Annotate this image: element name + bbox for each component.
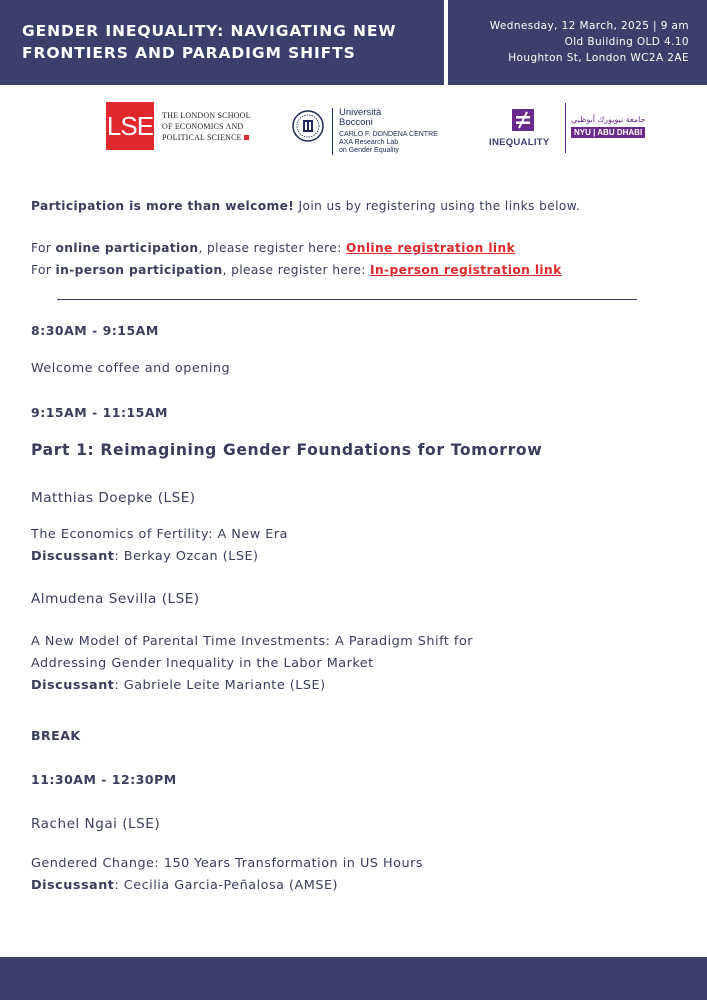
intro-text xyxy=(31,198,580,215)
intro-rest: Join us by registering using the links below. xyxy=(294,199,581,213)
header-info-panel xyxy=(448,0,707,85)
talk-1-title: The Economics of Fertility: A New Era xyxy=(31,527,288,542)
talk-1-discussant-line xyxy=(31,546,288,568)
section-divider xyxy=(57,299,637,300)
talk-3-title: Gendered Change: 150 Years Transformation in US Hours xyxy=(31,856,423,871)
event-room: Old Building OLD 4.10 xyxy=(564,36,689,48)
slot-1-text: Welcome coffee and opening xyxy=(31,361,231,376)
event-title-line-1: GENDER INEQUALITY: NAVIGATING NEW xyxy=(22,22,397,40)
online-mid: , please register here: xyxy=(198,241,346,255)
discussant-label: Discussant xyxy=(31,678,115,693)
lse-line-1: THE LONDON SCHOOL xyxy=(162,111,251,120)
talk-3-discussant: : Cecilia Garcia-Peñalosa (AMSE) xyxy=(114,878,339,893)
online-bold: online participation xyxy=(55,241,199,255)
bocconi-centre-2: AXA Research Lab xyxy=(339,139,399,146)
nyu-arabic-label: جامعة نيويورك أبوظبي xyxy=(571,115,646,124)
footer-bar xyxy=(0,957,707,1000)
bocconi-line-1: Università xyxy=(339,107,382,118)
talk-3-speaker: Rachel Ngai (LSE) xyxy=(31,816,161,832)
lse-logo-mark: LSE xyxy=(106,102,154,150)
event-details xyxy=(490,18,689,66)
talk-2-speaker: Almudena Sevilla (LSE) xyxy=(31,591,200,607)
logo-divider xyxy=(565,103,566,153)
talk-1-discussant: : Berkay Ozcan (LSE) xyxy=(114,549,259,564)
event-date-time: Wednesday, 12 March, 2025 | 9 am xyxy=(489,20,689,32)
inperson-mid: , please register here: xyxy=(222,263,371,277)
talk-2-title-line-1: A New Model of Parental Time Investments: A Paradigm Shift for xyxy=(31,634,474,649)
header-title-panel xyxy=(0,0,444,85)
partner-logos xyxy=(0,100,707,160)
talk-3-details xyxy=(31,853,423,897)
inperson-prefix: For xyxy=(31,263,56,277)
online-registration-line xyxy=(31,237,562,259)
bocconi-centre-3: on Gender Equality xyxy=(339,147,399,154)
talk-2-discussant-line xyxy=(31,675,473,697)
inperson-bold: in-person participation xyxy=(55,263,223,277)
lse-line-2: OF ECONOMICS AND xyxy=(162,122,244,131)
part-1-title: Part 1: Reimagining Gender Foundations for Tomorrow xyxy=(31,441,543,459)
slot-1-time: 8:30AM - 9:15AM xyxy=(31,323,159,338)
event-title-line-2: FRONTIERS AND PARADIGM SHIFTS xyxy=(22,44,356,62)
inequality-icon xyxy=(512,109,534,131)
discussant-label: Discussant xyxy=(31,549,115,564)
lse-line-3-wrap xyxy=(162,132,251,143)
event-address: Houghton St, London WC2A 2AE xyxy=(508,52,689,64)
event-title xyxy=(22,20,396,64)
lse-line-3: POLITICAL SCIENCE xyxy=(162,133,242,142)
intro-bold: Participation is more than welcome! xyxy=(31,199,295,213)
talk-2-title-line-2: Addressing Gender Inequality in the Labor Market xyxy=(31,656,374,671)
talk-2-details xyxy=(31,631,473,697)
registration-links xyxy=(31,237,562,281)
break-label: BREAK xyxy=(31,728,81,743)
bocconi-centre-1: CARLO F. DONDENA CENTRE xyxy=(339,131,438,138)
lse-red-square-icon xyxy=(244,135,249,140)
inequality-label: INEQUALITY xyxy=(489,137,550,148)
slot-3-time: 11:30AM - 12:30PM xyxy=(31,772,177,787)
slot-2-time: 9:15AM - 11:15AM xyxy=(31,405,168,420)
talk-1-speaker: Matthias Doepke (LSE) xyxy=(31,490,196,506)
online-prefix: For xyxy=(31,241,56,255)
talk-2-discussant: : Gabriele Leite Mariante (LSE) xyxy=(114,678,326,693)
bocconi-line-2: Bocconi xyxy=(339,117,373,128)
bocconi-seal-icon xyxy=(292,110,324,142)
inperson-registration-line xyxy=(31,259,562,281)
lse-logo-text xyxy=(162,110,251,143)
talk-3-discussant-line xyxy=(31,875,423,897)
talk-1-details xyxy=(31,524,288,568)
nyu-abu-dhabi-label: NYU | ABU DHABI xyxy=(571,127,645,138)
online-registration-link[interactable]: Online registration link xyxy=(345,241,516,255)
inperson-registration-link[interactable]: In-person registration link xyxy=(370,263,562,277)
discussant-label: Discussant xyxy=(31,878,115,893)
bocconi-logo-text xyxy=(332,108,438,155)
